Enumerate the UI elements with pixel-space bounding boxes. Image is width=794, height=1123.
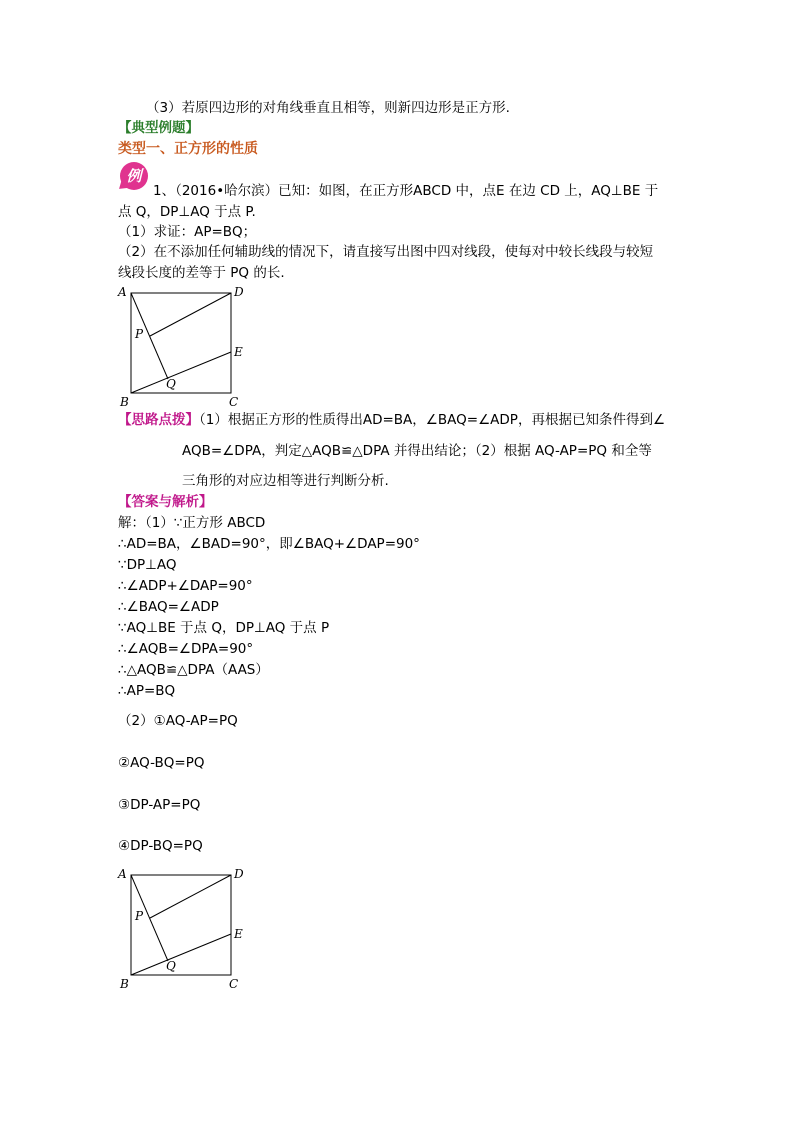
section-type-one: 类型一、正方形的性质 bbox=[118, 141, 258, 157]
example-line-1: 1、（2016•哈尔滨）已知：如图，在正方形ABCD 中，点E 在边 CD 上，AQ⊥BE 于 bbox=[153, 183, 659, 199]
section-thinking: 【思路点拨】 bbox=[118, 412, 199, 428]
hint-line-3: 三角形的对应边相等进行判断分析. bbox=[182, 473, 389, 489]
label-c: C bbox=[229, 395, 239, 409]
label-b: B bbox=[120, 395, 129, 409]
square-abcd bbox=[131, 293, 231, 393]
example-line-4: （2）在不添加任何辅助线的情况下，请直接写出图中四对线段，使每对中较长线段与较短 bbox=[118, 244, 654, 260]
solution-line-2: ∴AD=BA，∠BAD=90°，即∠BAQ+∠DAP=90° bbox=[118, 536, 420, 552]
solution-line-3: ∵DP⊥AQ bbox=[118, 557, 177, 573]
label-e-2: E bbox=[234, 927, 243, 941]
label-p-2: P bbox=[135, 909, 144, 923]
intro-item-3: （3）若原四边形的对角线垂直且相等，则新四边形是正方形. bbox=[146, 100, 510, 116]
hint-text-1: （1）根据正方形的性质得出AD=BA，∠BAQ=∠ADP，再根据已知条件得到∠ bbox=[199, 412, 666, 428]
label-a: A bbox=[118, 285, 127, 299]
square-abcd-2 bbox=[131, 875, 231, 975]
example-line-5: 线段长度的差等于 PQ 的长. bbox=[118, 265, 285, 281]
segment-dp bbox=[150, 293, 231, 336]
solution-line-5: ∴∠BAQ=∠ADP bbox=[118, 599, 219, 615]
hint-line-1 bbox=[118, 410, 665, 430]
label-d-2: D bbox=[234, 867, 244, 881]
segment-be-2 bbox=[131, 934, 231, 975]
segment-be bbox=[131, 352, 231, 393]
part2-line-2: ②AQ-BQ=PQ bbox=[118, 755, 205, 771]
label-e: E bbox=[234, 345, 243, 359]
segment-dp-2 bbox=[150, 875, 231, 918]
label-b-2: B bbox=[120, 977, 129, 991]
label-d: D bbox=[234, 285, 244, 299]
example-line-2: 点 Q，DP⊥AQ 于点 P. bbox=[118, 204, 256, 220]
part2-line-3: ③DP-AP=PQ bbox=[118, 797, 201, 813]
label-c-2: C bbox=[229, 977, 239, 991]
solution-line-8: ∴△AQB≌△DPA（AAS） bbox=[118, 662, 269, 678]
label-a-2: A bbox=[118, 867, 127, 881]
hint-line-2: AQB=∠DPA，判定△AQB≌△DPA 并得出结论；（2）根据 AQ-AP=PQ 和全等 bbox=[182, 443, 652, 459]
solution-line-1: 解：（1）∵正方形 ABCD bbox=[118, 515, 266, 531]
solution-line-6: ∵AQ⊥BE 于点 Q，DP⊥AQ 于点 P bbox=[118, 620, 330, 636]
section-typical-examples: 【典型例题】 bbox=[118, 120, 199, 136]
label-q: Q bbox=[166, 377, 176, 391]
part2-line-1: （2）①AQ-AP=PQ bbox=[118, 713, 238, 729]
example-line-3: （1）求证：AP=BQ； bbox=[118, 224, 257, 240]
example-badge: 例 bbox=[120, 162, 148, 190]
solution-line-9: ∴AP=BQ bbox=[118, 683, 176, 699]
square-figure-2 bbox=[116, 866, 250, 992]
label-q-2: Q bbox=[166, 959, 176, 973]
square-figure-1 bbox=[116, 284, 250, 410]
solution-line-7: ∴∠AQB=∠DPA=90° bbox=[118, 641, 254, 657]
section-answer: 【答案与解析】 bbox=[118, 494, 213, 510]
solution-line-4: ∴∠ADP+∠DAP=90° bbox=[118, 578, 253, 594]
label-p: P bbox=[135, 327, 144, 341]
part2-line-4: ④DP-BQ=PQ bbox=[118, 838, 203, 854]
